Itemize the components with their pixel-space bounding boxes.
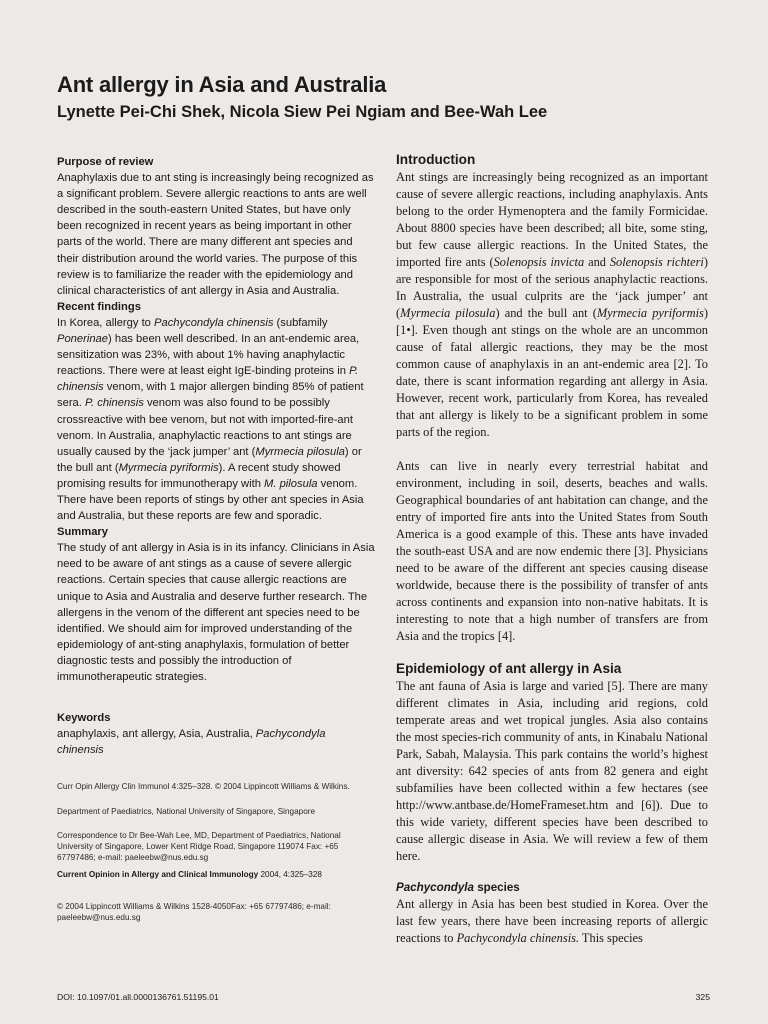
summary-text: The study of ant allergy in Asia is in its infancy. Clinicians in Asia need to be aware of ant stings as a cause of severe allergic reactions. Certain species that cause allergic reactions are unique to Asia and Australia and deserve further research. The allergens in the venom of the different ant species need to be identified. We should aim for improved understanding of the epidemiology of ant-sting anaphylaxis, formulation of better diagnostic tests and possibly the introduction of immunotherapeutic strategies. xyxy=(57,542,375,683)
keywords-heading: Keywords xyxy=(57,712,111,725)
keywords-text: anaphylaxis, ant allergy, Asia, Australia, Pachycondyla chinensis xyxy=(57,728,326,757)
body-column xyxy=(396,151,708,947)
purpose-heading: Purpose of review xyxy=(57,156,154,168)
page-number: 325 xyxy=(695,992,710,1002)
pachycondyla-text: Ant allergy in Asia has been best studied in Korea. Over the last few years, there have been increasing reports of allergic reactions to Pachycondyla chinensis. This species xyxy=(396,897,708,945)
footer-doi: DOI: 10.1097/01.all.0000136761.51195.01 xyxy=(57,992,219,1002)
intro-heading: Introduction xyxy=(396,152,476,167)
epidemiology-heading: Epidemiology of ant allergy in Asia xyxy=(396,661,622,676)
article-title: Ant allergy in Asia and Australia xyxy=(57,72,387,97)
summary-heading: Summary xyxy=(57,526,108,539)
abstract-column xyxy=(57,154,375,923)
epidemiology-text: The ant fauna of Asia is large and varied [5]. There are many different climates in Asia, including arid regions, cold temperate areas and wet tropical jungles. Asia also contains the most species-rich community of ants, in Kinabalu National Park, Sabah, Malaysia. This park contains the world’s highest ant diversity: 642 species of ants from 82 genera and eight subfamilies have been collected within a few hectares (see http://www.antbase.de/HomeFrameset.htm and [6]). Due to this wide variety, different species have been described to cause allergic disease in Asia. We will review a few of them here. xyxy=(396,679,708,863)
findings-heading: Recent findings xyxy=(57,300,141,313)
purpose-text: Anaphylaxis due to ant sting is increasingly being recognized as a significant problem. Severe allergic reactions to ants are well described in the south-eastern United States, but have only been recognized in recent years as being important in other parts of the world. There are many different ant species and their distribution around the world varies. The purpose of this review is to familiarize the reader with the epidemiology and clinical characteristics of ant allergy in Asia and Australia. xyxy=(57,172,374,297)
citation-line: Curr Opin Allergy Clin Immunol 4:325–328. © 2004 Lippincott Williams & Wilkins. xyxy=(57,782,350,792)
intro-paragraph-2: Ants can live in nearly every terrestrial habitat and environment, including in soil, deserts, beaches and walls. Geographical boundaries of ant habitation can change, and the entry of imported fire ants into the United States from South America is a good example of this. These ants have invaded the south-east USA and are now endemic there [3]. Physicians need to be aware of the different ant species causing disease worldwide, because there is the possibility of transfer of ants across continents and expansion into non-native habitats. It is interesting to note that a high number of transfers are from Asia and the tropics [4]. xyxy=(396,459,708,643)
article-authors: Lynette Pei-Chi Shek, Nicola Siew Pei Ngiam and Bee-Wah Lee xyxy=(57,103,548,121)
journal-line: Current Opinion in Allergy and Clinical Immunology 2004, 4:325–328 xyxy=(57,870,322,880)
department-line: Department of Paediatrics, National University of Singapore, Singapore xyxy=(57,806,316,816)
intro-paragraph-1: Ant stings are increasingly being recognized as an important cause of severe allergic reactions, including anaphylaxis. Ants belong to the order Hymenoptera and the family Formicidae. About 8800 species have been described; all bite, some sting, but few cause allergic reactions. In the United States, the imported fire ants (Solenopsis invicta and Solenopsis richteri) are responsible for most of the serious anaphylactic reactions. In Australia, the usual culprits are the ‘jack jumper’ ant (Myrmecia pilosula) and the bull ant (Myrmecia pyriformis) [1•]. Even though ant stings on the whole are an uncommon cause of fatal allergic reactions, they may be the most common cause of anaphylaxis in an ant-endemic area [2]. To date, there is scant information regarding ant allergy in Asia. However, recent work, particularly from Korea, has revealed that ant allergy is likely to be a significant problem in some parts of the region. xyxy=(396,170,709,439)
findings-text: In Korea, allergy to Pachycondyla chinensis (subfamily Ponerinae) has been well described. In an ant-endemic area, sensitization was 23%, with about 1% having anaphylactic reactions. There were at least eight IgE-binding proteins in P. chinensis venom, with 1 major allergen binding 85% of patient sera. P. chinensis venom was also found to be possibly crossreactive with bee venom, but not with imported-fire-ant venom. In Australia, anaphylactic reactions to ant stings are usually caused by the ‘jack jumper’ ant (Myrmecia pilosula) or the bull ant (Myrmecia pyriformis). A recent study showed promising results for immunotherapy with M. pilosula venom. There have been reports of stings by other ant species in Asia and Australia, but these reports are few and sporadic. xyxy=(57,316,364,523)
copyright-line: © 2004 Lippincott Williams & Wilkins 1528-4050Fax: +65 67797486; e-mail: paeleebw@nus.edu.sg xyxy=(57,901,331,922)
correspondence-line: Correspondence to Dr Bee-Wah Lee, MD, Department of Paediatrics, National University of Singapore, Lower Kent Ridge Road, Singapore 119074 Fax: +65 67797486; e-mail: paeleebw@nus.edu.sg xyxy=(57,830,341,863)
pachycondyla-heading: Pachycondyla species xyxy=(396,881,520,894)
